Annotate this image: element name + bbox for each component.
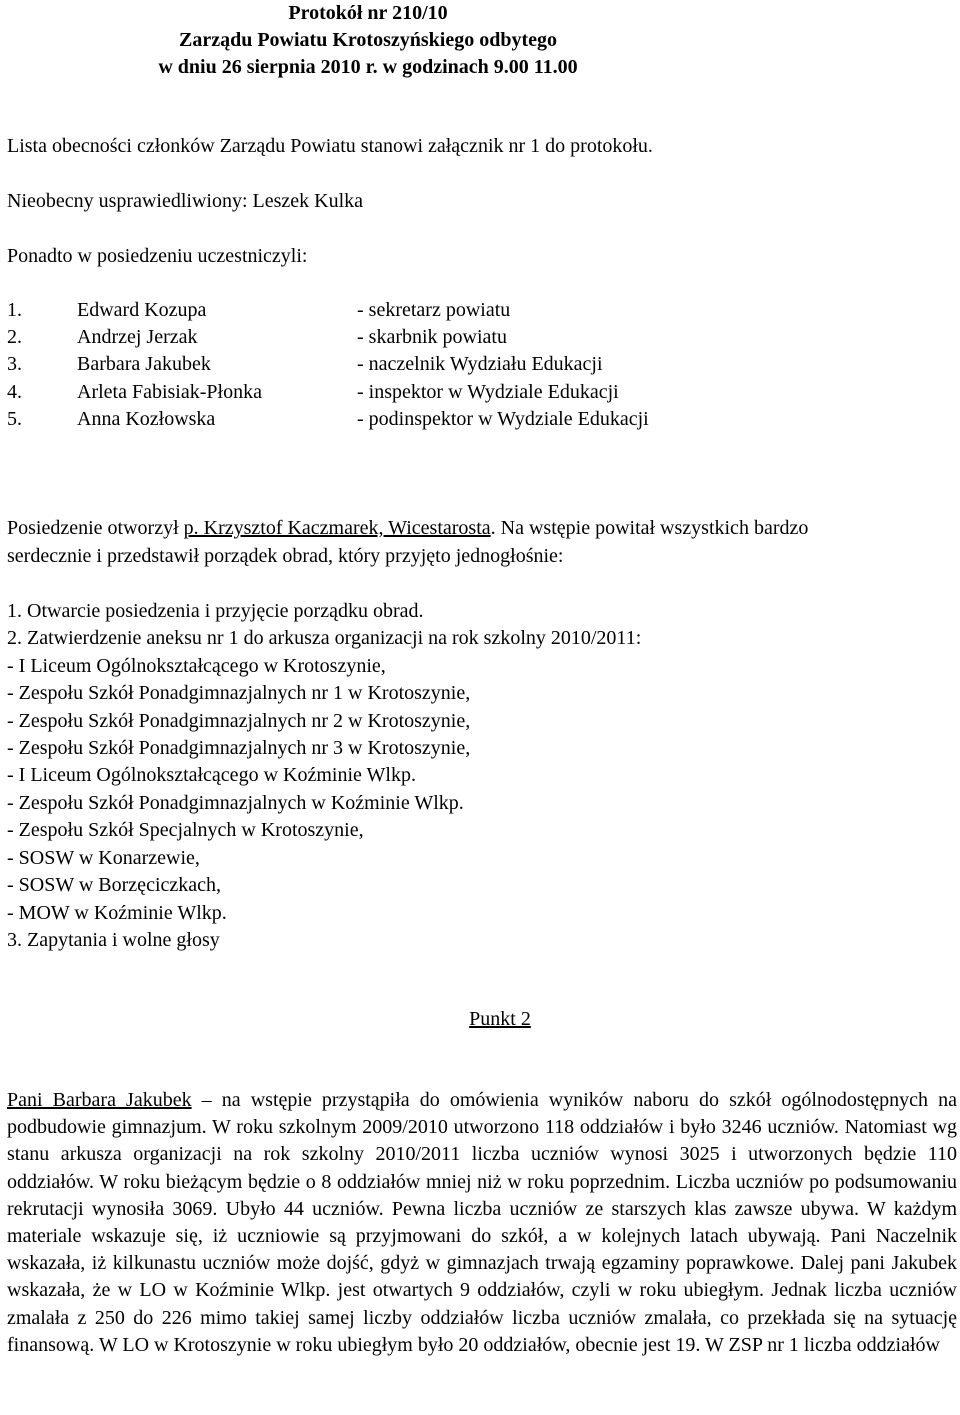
speaker-name: Pani Barbara Jakubek — [7, 1089, 192, 1111]
agenda-subitem: - SOSW w Borzęciczkach, — [7, 874, 222, 896]
participant-name: Andrzej Jerzak — [77, 326, 198, 348]
participant-number: 3. — [7, 353, 22, 375]
participant-number: 4. — [7, 381, 22, 403]
opening-line-1 — [7, 517, 808, 540]
agenda-subitem: - I Liceum Ogólnokształcącego w Koźminie Wlkp. — [7, 764, 416, 786]
participant-number: 2. — [7, 326, 22, 348]
participant-name: Edward Kozupa — [77, 299, 207, 321]
agenda-item: 3. Zapytania i wolne głosy — [7, 929, 220, 951]
section-heading: Punkt 2 — [469, 1008, 531, 1030]
agenda-subitem: - MOW w Koźminie Wlkp. — [7, 902, 227, 924]
participant-name: Anna Kozłowska — [77, 408, 216, 430]
punkt2-text: – na wstępie przystąpiła do omówienia wyników naboru do szkół ogólnodostępnych na podbudowie gimnazjum. W roku szkolnym 2009/2010 utworzono 118 oddziałów i było 3246 uczniów. Natomiast wg stanu arkusza organizacji na rok szkolny 2010/2011 liczba uczniów wynosi 3025 i utworzonych będzie 110 oddziałów. W roku bieżącym będzie o 8 oddziałów mniej niż w roku poprzednim. Liczba uczniów po podsumowaniu rekrutacji wynosiła 3069. Ubyło 44 uczniów. Pewna liczba uczniów ze starszych klas zawsze ubywa. W każdym materiale wskazuje się, iż uczniowie są przyjmowani do szkół, a w kolejnych latach ubywają. Pani Naczelnik wskazała, iż kilkunastu uczniów może dojść, gdyż w gimnazjach trwają egzaminy poprawkowe. Dalej pani Jakubek wskazała, że w LO w Koźminie Wlkp. jest otwartych 9 oddziałów, czyli w roku ubiegłym. Jednak liczba uczniów zmalała z 250 do 226 mimo takiej samej liczby oddziałów liczba uczniów zmalała, co przekłada się na sytuację finansową. W LO w Krotoszynie w roku ubiegłym było 20 oddziałów, obecnie jest 19. W ZSP nr 1 liczba oddziałów — [7, 1089, 957, 1356]
agenda-subitem: - Zespołu Szkół Ponadgimnazjalnych nr 2 w Krotoszynie, — [7, 710, 471, 732]
participant-role: - skarbnik powiatu — [357, 326, 507, 348]
participant-number: 1. — [7, 299, 22, 321]
opening-text-after: . Na wstępie powitał wszystkich bardzo — [490, 517, 809, 539]
agenda-item: 1. Otwarcie posiedzenia i przyjęcie porządku obrad. — [7, 600, 424, 622]
opening-text-before: Posiedzenie otworzył — [7, 517, 184, 539]
participant-role: - sekretarz powiatu — [357, 299, 511, 321]
participant-number: 5. — [7, 408, 22, 430]
agenda-subitem: - Zespołu Szkół Ponadgimnazjalnych nr 1 w Krotoszynie, — [7, 682, 471, 704]
opening-line-2: serdecznie i przedstawił porządek obrad, który przyjęto jednogłośnie: — [7, 545, 564, 567]
agenda-item: 2. Zatwierdzenie aneksu nr 1 do arkusza organizacji na rok szkolny 2010/2011: — [7, 627, 642, 649]
participant-role: - inspektor w Wydziale Edukacji — [357, 381, 619, 403]
participant-name: Arleta Fabisiak-Płonka — [77, 381, 262, 403]
attendance-note: Lista obecności członków Zarządu Powiatu stanowi załącznik nr 1 do protokołu. — [7, 135, 653, 157]
chair-name: p. Krzysztof Kaczmarek, Wicestarosta — [183, 517, 491, 539]
document-subtitle: Zarządu Powiatu Krotoszyńskiego odbytego — [179, 29, 557, 51]
participant-role: - podinspektor w Wydziale Edukacji — [357, 408, 649, 430]
document-date-line: w dniu 26 sierpnia 2010 r. w godzinach 9.00 11.00 — [158, 56, 578, 78]
agenda-subitem: - I Liceum Ogólnokształcącego w Krotoszynie, — [7, 655, 386, 677]
agenda-subitem: - SOSW w Konarzewie, — [7, 847, 200, 869]
punkt2-paragraph — [7, 1087, 957, 1359]
agenda-subitem: - Zespołu Szkół Ponadgimnazjalnych nr 3 w Krotoszynie, — [7, 737, 471, 759]
agenda-subitem: - Zespołu Szkół Specjalnych w Krotoszynie, — [7, 819, 364, 841]
absent-note: Nieobecny usprawiedliwiony: Leszek Kulka — [7, 190, 364, 212]
participants-intro: Ponadto w posiedzeniu uczestniczyli: — [7, 245, 308, 267]
participant-name: Barbara Jakubek — [77, 353, 211, 375]
agenda-subitem: - Zespołu Szkół Ponadgimnazjalnych w Koźminie Wlkp. — [7, 792, 464, 814]
participant-role: - naczelnik Wydziału Edukacji — [357, 353, 603, 375]
document-title: Protokół nr 210/10 — [288, 2, 448, 24]
